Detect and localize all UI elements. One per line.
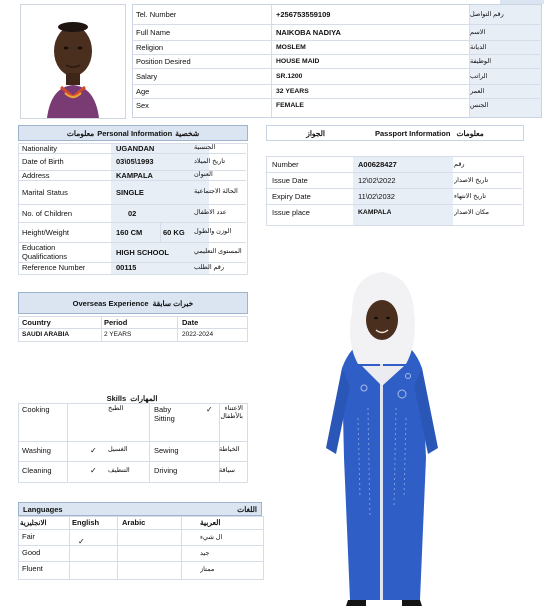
- personal-info-header: [18, 125, 248, 141]
- personal-row-value: 03\05\1993: [116, 157, 154, 166]
- personal-row-label: Height/Weight: [22, 227, 69, 237]
- top-row-divider: [132, 24, 540, 25]
- overseas-country-value: SAUDI ARABIA: [22, 330, 70, 338]
- passport-row-divider: [266, 204, 522, 205]
- passport-row-ar: تاريخ الاصدار: [454, 177, 489, 184]
- language-english-check: ✓: [78, 537, 85, 546]
- top-row-divider: [132, 68, 540, 69]
- personal-row-label: Marital Status: [22, 187, 68, 197]
- personal-row-divider: [18, 204, 246, 205]
- personal-weight-value: 60 KG: [163, 227, 185, 237]
- skill-left-check: ✓: [90, 445, 97, 455]
- top-row-label: Religion: [136, 42, 164, 52]
- top-row-value: MOSLEM: [276, 43, 306, 51]
- overseas-period-value: 2 YEARS: [104, 330, 132, 338]
- passport-title-ar-right: معلومات: [456, 128, 484, 138]
- overseas-header: [18, 292, 248, 314]
- language-row-label: Fair: [22, 532, 35, 541]
- personal-row-divider: [18, 170, 246, 171]
- languages-header: [18, 502, 262, 516]
- skill-right-label: Sewing: [154, 445, 179, 455]
- top-row-ar: الاسم: [470, 29, 486, 36]
- top-row-value: FEMALE: [276, 101, 304, 109]
- personal-row-divider: [18, 180, 246, 181]
- passport-title-en: Passport Information: [375, 128, 451, 138]
- lang-col-arabic: Arabic: [122, 518, 146, 527]
- top-row-value: +256753559109: [276, 9, 331, 19]
- top-row-label: Tel. Number: [136, 9, 177, 19]
- top-row-divider: [132, 54, 540, 55]
- personal-row-ar: الجنسية: [194, 144, 216, 151]
- top-row-divider: [132, 98, 540, 99]
- lang-col-arabic-ar: العربية: [200, 518, 221, 527]
- passport-row-label: Issue place: [272, 207, 310, 217]
- skill-left-label: Cleaning: [22, 466, 52, 475]
- lang-col-english-ar: الانجليزية: [20, 519, 47, 527]
- top-row-label: Salary: [136, 71, 158, 81]
- skill-right-label: Baby Sitting: [154, 405, 175, 423]
- skill-right-ar: سياقة: [219, 466, 235, 474]
- top-row-value: SR.1200: [276, 72, 303, 80]
- personal-title-ar-right: شخصية: [175, 128, 200, 138]
- passport-row-divider: [266, 172, 522, 173]
- skill-right-label: Driving: [154, 466, 178, 475]
- top-row-ar: الوظيفة: [470, 58, 492, 65]
- top-row-ar: الجنس: [470, 102, 489, 109]
- passport-row-ar: تاريخ الانتهاء: [454, 193, 487, 200]
- language-row-label: Good: [22, 548, 41, 557]
- passport-row-value: KAMPALA: [358, 208, 392, 216]
- top-row-ar: رقم التواصل: [470, 11, 504, 18]
- passport-row-divider: [266, 188, 522, 189]
- passport-title-ar-left: الجواز: [306, 128, 325, 138]
- personal-row-ar: المستوى التعليمي: [194, 248, 242, 255]
- overseas-title-en: Overseas Experience: [72, 298, 149, 308]
- personal-row-label: Reference Number: [22, 263, 86, 272]
- personal-row-value: 02: [128, 208, 137, 218]
- skill-right-ar: الاعتناء بالأطفال: [220, 405, 243, 420]
- overseas-date-value: 2022-2024: [182, 330, 214, 338]
- top-row-divider: [132, 40, 540, 41]
- personal-title-en: Personal Information: [97, 128, 173, 138]
- personal-row-ar: الوزن والطول: [194, 228, 232, 235]
- hw-divider: [160, 222, 161, 242]
- skill-left-label: Washing: [22, 445, 51, 455]
- passport-row-value: 11\02\2032: [358, 191, 395, 201]
- personal-row-divider: [18, 262, 246, 263]
- top-row-label: Position Desired: [136, 56, 191, 66]
- language-row-label: Fluent: [22, 564, 43, 573]
- skill-right-check: ✓: [206, 405, 213, 414]
- personal-title-ar-left: معلومات: [66, 128, 95, 138]
- language-row-ar: ال شيء: [200, 533, 223, 541]
- overseas-col-period: Period: [104, 317, 128, 327]
- personal-row-value: HIGH SCHOOL: [116, 247, 169, 257]
- top-row-value: NAIKOBA NADIYA: [276, 27, 341, 37]
- personal-row-label: Date of Birth: [22, 157, 64, 166]
- top-row-label: Full Name: [136, 27, 171, 37]
- skill-left-ar: التنظيف: [108, 466, 130, 474]
- overseas-col-date: Date: [182, 317, 199, 327]
- skill-left-ar: الطبخ: [108, 405, 124, 412]
- personal-row-label: Nationality: [22, 143, 58, 153]
- personal-row-value: KAMPALA: [116, 170, 153, 180]
- top-row-ar: الديانة: [470, 44, 487, 51]
- top-row-value: 32 YEARS: [276, 87, 309, 95]
- personal-row-ar: عدد الاطفال: [194, 209, 227, 216]
- languages-title-en: Languages: [23, 504, 63, 514]
- skill-left-check: ✓: [90, 466, 97, 475]
- passport-row-label: Issue Date: [272, 175, 308, 185]
- top-row-value: HOUSE MAID: [276, 57, 320, 65]
- top-row-label: Sex: [136, 100, 149, 110]
- passport-row-label: Expiry Date: [272, 191, 311, 201]
- skill-left-ar: الغسيل: [108, 446, 128, 453]
- personal-row-value: SINGLE: [116, 187, 144, 197]
- personal-row-divider: [18, 153, 246, 154]
- overseas-title-ar: خبرات سابقة: [152, 298, 194, 308]
- personal-row-divider: [18, 242, 246, 243]
- passport-row-value: 12\02\2022: [358, 175, 396, 185]
- personal-row-value: 00115: [116, 263, 137, 272]
- skill-right-ar: الخياطة: [219, 446, 240, 453]
- personal-row-value: UGANDAN: [116, 143, 155, 153]
- passport-row-value: A00628427: [358, 159, 397, 169]
- portrait-photo: [20, 4, 126, 119]
- full-body-photo: [322, 268, 442, 606]
- top-row-ar: العمر: [470, 88, 485, 95]
- overseas-col-country: Country: [22, 317, 51, 327]
- personal-height-value: 160 CM: [116, 227, 143, 237]
- personal-row-ar: تاريخ الميلاد: [194, 157, 226, 165]
- language-row-ar: جيد: [200, 549, 210, 557]
- personal-row-label: No. of Children: [22, 208, 73, 218]
- passport-row-label: Number: [272, 159, 299, 169]
- passport-info-header: [266, 125, 524, 141]
- personal-row-label: Address: [22, 170, 50, 180]
- passport-row-ar: مكان الاصدار: [454, 209, 490, 216]
- lang-col-english: English: [72, 518, 100, 527]
- top-row-divider: [132, 84, 540, 85]
- language-row-ar: ممتاز: [200, 565, 215, 573]
- languages-title-ar: اللغات: [237, 504, 257, 514]
- personal-row-ar: العنوان: [194, 171, 213, 178]
- personal-row-divider: [18, 222, 246, 223]
- top-row-label: Age: [136, 86, 150, 96]
- personal-row-ar: الحالة الاجتماعية: [194, 188, 238, 195]
- passport-row-ar: رقم: [454, 161, 465, 168]
- top-row-ar: الراتب: [470, 73, 488, 80]
- personal-row-ar: رقم الطلب: [194, 263, 225, 271]
- skills-title-en: Skills: [106, 393, 127, 403]
- skill-left-label: Cooking: [22, 405, 50, 414]
- personal-row-label: Education Qualifications: [22, 243, 68, 261]
- skills-title-ar: المهارات: [130, 393, 158, 403]
- top-right-edge: [500, 0, 544, 4]
